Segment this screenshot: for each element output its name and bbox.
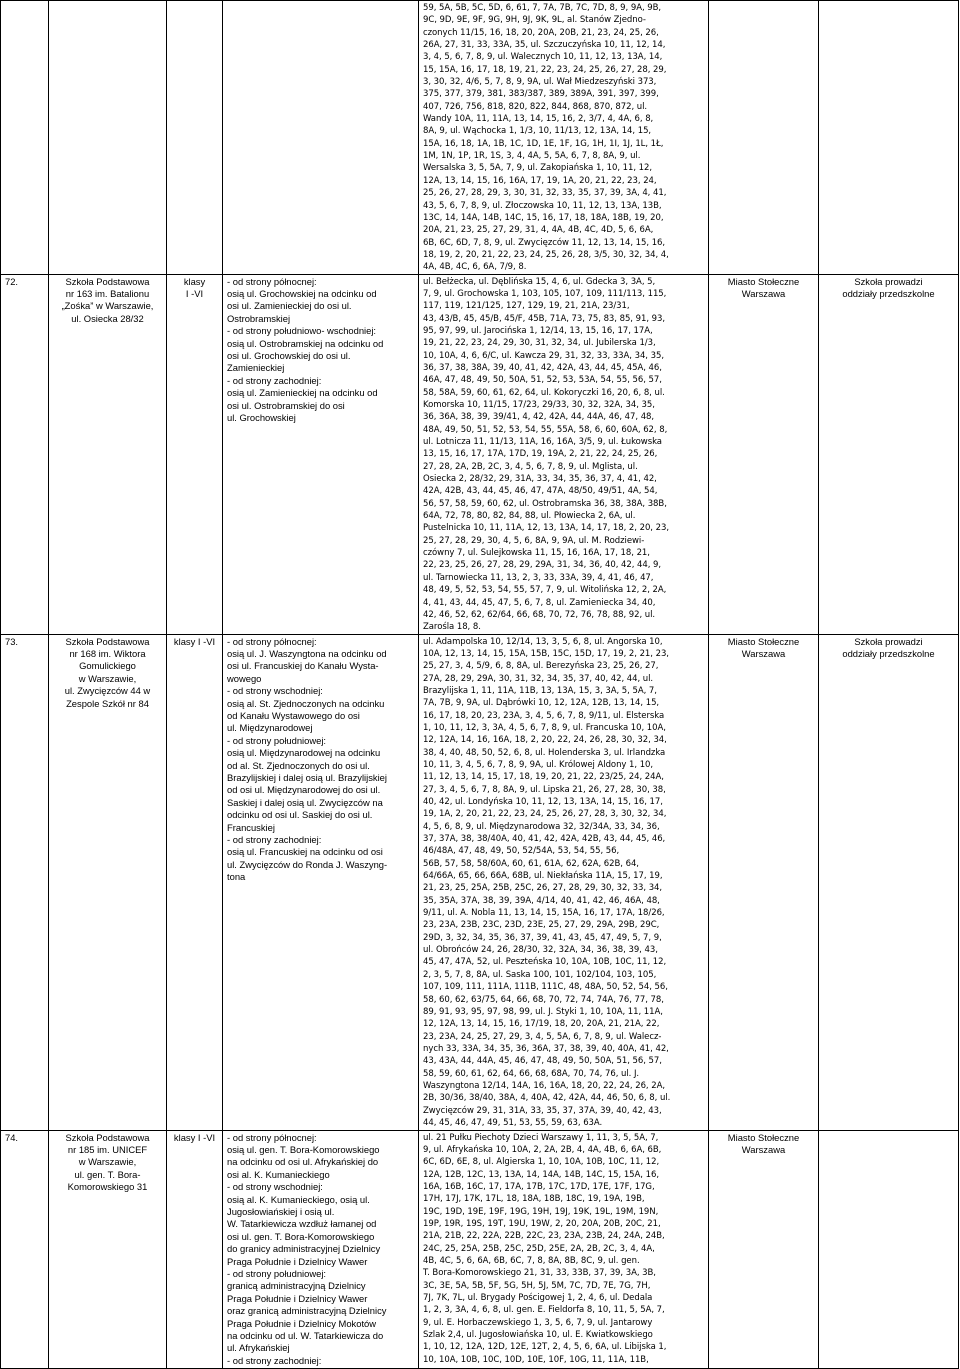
governing-body-cell xyxy=(709,274,819,634)
boundary-description-cell xyxy=(223,1,419,275)
text-line: 42, 46, 52, 62, 62/64, 66, 68, 70, 72, 76, 78, 88, 92, ul. xyxy=(423,609,656,620)
text-line: nr 163 im. Batalionu xyxy=(65,287,150,299)
text-line: 56, 57, 58, 59, 60, 62, ul. Ostrobramska 36, 38, 38A, 38B, xyxy=(423,498,667,509)
text-line: 25, 27, 3, 4, 5/9, 6, 8, 8A, ul. Berezyńska 23, 25, 26, 27, xyxy=(423,661,659,672)
text-line: 20A, 21, 23, 25, 27, 29, 31, 4, 4A, 4B, 4C, 4D, 5, 6, 6A, xyxy=(423,225,654,236)
text-line: 19P, 19R, 19S, 19T, 19U, 19W, 2, 20, 20A, 20B, 20C, 21, xyxy=(423,1218,661,1229)
text-line: nr 168 im. Wiktora xyxy=(69,647,146,659)
text-line: 107, 109, 111, 111A, 111B, 111C, 48, 48A, 50, 52, 54, 56, xyxy=(423,982,668,993)
text-line: 27, 3, 4, 5, 6, 7, 8, 8A, 9, ul. Lipska 21, 26, 27, 28, 30, 38, xyxy=(423,784,666,795)
text-line: 46A, 47, 48, 49, 50, 50A, 51, 52, 53, 53A, 54, 55, 56, 57, xyxy=(423,375,662,386)
text-line: 18, 19, 2, 20, 21, 22, 23, 24, 25, 26, 28, 3/5, 30, 32, 34, 4, xyxy=(423,249,669,260)
text-line: ul. Obrońców 24, 26, 28/30, 32, 32A, 34, 36, 38, 39, 43, xyxy=(423,945,658,956)
text-line: Pustelnicka 10, 11, 11A, 12, 13, 13A, 14, 17, 18, 2, 20, 23, xyxy=(423,523,669,534)
classes-cell xyxy=(167,634,223,1130)
text-line: osią ul. Francuskiej na odcinku od osi xyxy=(227,846,383,858)
text-line: ul. Tarnowiecka 11, 13, 2, 3, 33, 33A, 39, 4, 41, 46, 47, xyxy=(423,572,654,583)
text-line: ul. Lotnicza 11, 11/13, 11A, 16, 16A, 3/5, 9, ul. Łukowska xyxy=(423,437,662,448)
text-line: Komorowskiego 31 xyxy=(67,1181,148,1193)
text-line: Wandy 10A, 11, 11A, 13, 14, 15, 16, 2, 3/7, 4, 4A, 6, 8, xyxy=(423,114,654,125)
boundary-description-cell xyxy=(223,274,419,634)
table-row xyxy=(1,274,959,634)
text-line: 37, 37A, 38, 38/40A, 40, 41, 42, 42A, 42B, 43, 44, 45, 46, xyxy=(423,834,666,845)
text-line: na odcinku od ul. W. Tatarkiewicza do xyxy=(227,1330,384,1342)
text-line: 8A, 9, ul. Wąchocka 1, 1/3, 10, 11/13, 12, 13A, 14, 15, xyxy=(423,126,652,137)
school-type-cell xyxy=(819,634,959,1130)
text-line: 64A, 72, 78, 80, 82, 84, 88, ul. Płowiecka 2, 6A, ul. xyxy=(423,511,636,522)
text-line: na odcinku od osi ul. Afrykańskiej do xyxy=(227,1156,379,1168)
text-line: 6B, 6C, 6D, 7, 8, 9, ul. Zwycięzców 11, 12, 13, 14, 15, 16, xyxy=(423,237,666,248)
text-line: Waszyngtona 12/14, 14A, 16, 16A, 18, 20, 22, 24, 26, 2A, xyxy=(423,1080,666,1091)
text-line: 1, 2, 3, 3A, 4, 6, 8, ul. gen. E. Fieldorfa 8, 10, 11, 5, 5A, 7, xyxy=(423,1305,665,1316)
text-line: w Warszawie, xyxy=(78,1156,137,1168)
text-line: Brazylijskiej i dalej osią ul. Brazylijskiej xyxy=(227,772,387,783)
table-row xyxy=(1,1,959,275)
text-line: 44, 45, 46, 47, 49, 51, 53, 55, 59, 63, 63A. xyxy=(423,1117,603,1128)
text-line: Praga Południe i Dzielnicy Wawer xyxy=(227,1255,368,1267)
text-line: ul. Adampolska 10, 12/14, 13, 3, 5, 6, 8, ul. Angorska 10, xyxy=(423,636,663,647)
text-line: 36, 36A, 38, 39, 39/41, 4, 42, 42A, 44, 44A, 46, 47, 48, xyxy=(423,412,655,423)
text-line: T. Bora-Komorowskiego 21, 31, 33, 33B, 37, 39, 3A, 3B, xyxy=(423,1268,656,1279)
text-line: 15A, 16, 18, 1A, 1B, 1C, 1D, 1E, 1F, 1G, 1H, 1I, 1J, 1L, 1Ł, xyxy=(423,138,664,149)
text-line: 23, 23A, 23B, 23C, 23D, 23E, 25, 27, 29, 29A, 29B, 29C, xyxy=(423,920,660,931)
text-line: do granicy administracyjnej Dzielnicy xyxy=(227,1243,381,1255)
text-line: Warszawa xyxy=(741,287,786,299)
text-line: 7A, 7B, 9, 9A, ul. Dąbrówki 10, 12, 12A, 12B, 13, 14, 15, xyxy=(423,698,660,709)
text-line: 10A, 12, 13, 14, 15, 15A, 15B, 15C, 15D, 17, 19, 2, 21, 23, xyxy=(423,648,669,659)
text-line: Komorska 10, 11/15, 17/23, 29/33, 30, 32, 32A, 34, 35, xyxy=(423,400,655,410)
text-line: 10, 11, 3, 4, 5, 6, 7, 8, 9, 9A, ul. Królowej Aldony 1, 10, xyxy=(423,759,654,770)
text-line: Zamienieckiej xyxy=(227,362,285,374)
text-line: Francuskiej xyxy=(227,821,275,833)
text-line: ul. 21 Pułku Piechoty Dzieci Warszawy 1, 11, 3, 5, 5A, 7, xyxy=(423,1132,659,1143)
text-line: 64/66A, 65, 66, 66A, 68B, ul. Niekłańska 11A, 15, 17, 19, xyxy=(423,871,663,882)
text-line: 25, 27, 28, 29, 30, 4, 5, 6, 8A, 9, 9A, ul. M. Rodziewi- xyxy=(423,535,645,546)
text-line: 2, 3, 5, 7, 8, 8A, ul. Saska 100, 101, 102/104, 103, 105, xyxy=(423,969,657,980)
text-line: osi ul. Zamienieckiej do osi ul. xyxy=(227,300,352,312)
school-type-cell xyxy=(819,1,959,275)
text-line: W. Tatarkiewicza wzdłuż łamanej od xyxy=(227,1218,377,1230)
text-line: klasy I -VI xyxy=(173,1131,216,1143)
text-line: ul. Zwycięzców do Ronda J. Waszyng- xyxy=(227,858,388,870)
text-line: - od strony wschodniej: xyxy=(227,685,323,697)
text-line: ul. Osiecka 28/32 xyxy=(71,312,144,324)
text-line: osią ul. Grochowskiej na odcinku od xyxy=(227,287,377,299)
text-line: Zespole Szkół nr 84 xyxy=(66,697,149,709)
text-line: Miasto Stołeczne xyxy=(727,635,800,647)
text-line: 22, 23, 25, 26, 27, 28, 29, 29A, 31, 34, 36, 40, 42, 44, 9, xyxy=(423,560,662,571)
text-line: ul. Grochowskiej xyxy=(227,412,296,424)
text-line: klasy I -VI xyxy=(173,635,216,647)
text-line: 6C, 6D, 6E, 8, ul. Algierska 1, 10, 10A, 10B, 10C, 11, 12, xyxy=(423,1157,660,1168)
text-line: 43, 5, 6, 7, 8, 9, ul. Złoczowska 10, 11, 12, 13, 13A, 13B, xyxy=(423,200,662,211)
text-line: 45, 47, 47A, 52, ul. Peszteńska 10, 10A, 10B, 10C, 11, 12, xyxy=(423,957,667,968)
text-line: 48A, 49, 50, 51, 52, 53, 54, 55, 55A, 58, 6, 60, 60A, 62, 8, xyxy=(423,424,668,435)
text-line: ul. Międzynarodowej xyxy=(227,722,313,734)
text-line: Saskiej i dalej osią ul. Zwycięzców na xyxy=(227,796,383,808)
text-line: Brazylijska 1, 11, 11A, 11B, 13, 13A, 15, 3, 3A, 5, 5A, 7, xyxy=(423,685,657,696)
text-line: 4A, 4B, 4C, 6, 6A, 7/9, 8. xyxy=(423,262,527,273)
text-line: - od strony zachodniej: xyxy=(227,834,322,846)
text-line: 13C, 14, 14A, 14B, 14C, 15, 16, 17, 18, 18A, 18B, 19, 20, xyxy=(423,212,664,223)
text-line: Gomulickiego xyxy=(79,660,136,672)
school-type-cell xyxy=(819,1130,959,1368)
text-line: 38, 4, 40, 48, 50, 52, 6, 8, ul. Holenderska 3, ul. Irlandzka xyxy=(423,747,666,758)
text-line: 29D, 3, 32, 34, 35, 36, 37, 39, 41, 43, 45, 47, 49, 5, 7, 9, xyxy=(423,932,662,943)
text-line: 40, 42, ul. Londyńska 10, 11, 12, 13, 13A, 14, 15, 16, 17, xyxy=(423,797,663,807)
text-line: 10, 10A, 4, 6, 6/C, ul. Kawcza 29, 31, 32, 33, 33A, 34, 35, xyxy=(423,350,664,361)
text-line: - od strony północnej: xyxy=(227,275,317,287)
text-line: 9, ul. Afrykańska 10, 10A, 2, 2A, 2B, 4, 4A, 4B, 6, 6A, 6B, xyxy=(423,1144,662,1155)
text-line: ul. Afrykańskiej xyxy=(227,1342,290,1354)
school-name-cell xyxy=(49,1130,167,1368)
text-line: nr 185 im. UNICEF xyxy=(67,1143,148,1155)
text-line: 13, 15, 16, 17, 17A, 17D, 19, 19A, 2, 21, 22, 24, 25, 26, xyxy=(423,449,658,460)
text-line: od Kanału Wystawowego do osi xyxy=(227,709,360,721)
text-line: „Zośka” w Warszawie, xyxy=(61,300,154,312)
text-line: 48, 49, 5, 52, 53, 54, 55, 57, 7, 9, ul. Witolińska 12, 2, 2A, xyxy=(423,585,667,596)
row-number: 74. xyxy=(1,1130,49,1368)
text-line: Zarośla 18, 8. xyxy=(423,622,481,633)
text-line: odcinku od osi ul. Saskiej do osi ul. xyxy=(227,809,373,821)
text-line: 43, 43A, 44, 44A, 45, 46, 47, 48, 49, 50, 50A, 51, 56, 57, xyxy=(423,1056,662,1067)
text-line: 3C, 3E, 5A, 5B, 5F, 5G, 5H, 5J, 5M, 7C, 7D, 7E, 7G, 7H, xyxy=(423,1280,651,1291)
text-line: Szkoła prowadzi xyxy=(854,635,923,647)
table-row xyxy=(1,634,959,1130)
text-line: 27A, 28, 29, 29A, 30, 31, 32, 34, 35, 37, 40, 42, 44, ul. xyxy=(423,673,654,684)
text-line: osią ul. Ostrobramskiej na odcinku od xyxy=(227,337,384,349)
text-line: 17H, 17J, 17K, 17L, 18, 18A, 18B, 18C, 19, 19A, 19B, xyxy=(423,1194,645,1205)
text-line: 58, 60, 62, 63/75, 64, 66, 68, 70, 72, 74, 74A, 76, 77, 78, xyxy=(423,994,664,1005)
row-number: 73. xyxy=(1,634,49,1130)
text-line: 43, 43/B, 45, 45/B, 45/F, 45B, 71A, 73, 75, 83, 85, 91, 93, xyxy=(423,313,665,324)
text-line: Szkoła Podstawowa xyxy=(65,275,150,287)
text-line: 9/11, ul. A. Nobla 11, 13, 14, 15, 15A, 16, 17, 17A, 18/26, xyxy=(423,908,665,919)
street-list-cell xyxy=(419,634,709,1130)
text-line: 15, 15A, 16, 17, 18, 19, 21, 22, 23, 24, 25, 26, 27, 28, 29, xyxy=(423,64,667,75)
boundary-description-cell xyxy=(223,1130,419,1368)
text-line: osi al. K. Kumanieckiego xyxy=(227,1168,330,1180)
text-line: osią al. K. Kumanieckiego, osią ul. xyxy=(227,1193,370,1205)
text-line: 1M, 1N, 1P, 1R, 1S, 3, 4, 4A, 5, 5A, 6, 7, 8, 8A, 9, ul. xyxy=(423,151,641,162)
text-line: nych 33, 33A, 34, 35, 36, 36A, 37, 38, 39, 40, 40A, 41, 42, xyxy=(423,1043,669,1054)
classes-cell xyxy=(167,1,223,275)
classes-cell xyxy=(167,1130,223,1368)
text-line: 1, 10, 12, 12A, 12D, 12E, 12T, 2, 4, 5, 6, 6A, ul. Libijska 1, xyxy=(423,1342,667,1353)
text-line: 35, 35A, 37A, 38, 39, 39A, 4/14, 40, 41, 42, 46, 46A, 48, xyxy=(423,895,660,906)
text-line: oddziały przedszkolne xyxy=(842,287,935,299)
text-line: 12, 12A, 14, 16, 16A, 18, 2, 20, 22, 24, 26, 28, 30, 32, 34, xyxy=(423,735,667,746)
text-line: osią ul. Międzynarodowej na odcinku xyxy=(227,747,381,759)
school-name-cell xyxy=(49,274,167,634)
street-list-cell xyxy=(419,1130,709,1368)
text-line: 11, 12, 13, 14, 15, 17, 18, 19, 20, 21, 22, 23/25, 24, 24A, xyxy=(423,772,664,783)
text-line: 59, 5A, 5B, 5C, 5D, 6, 61, 7, 7A, 7B, 7C, 7D, 8, 9, 9A, 9B, xyxy=(423,3,662,13)
text-line: oddziały przedszkolne xyxy=(842,647,935,659)
row-number xyxy=(1,1,49,275)
text-line: - od strony zachodniej: xyxy=(227,374,322,386)
text-line: czonych 11/15, 16, 18, 20, 20A, 20B, 21, 23, 24, 25, 26, xyxy=(423,27,659,38)
text-line: 1, 10, 11, 12, 3, 3A, 4, 5, 6, 7, 8, 9, ul. Francuska 10, 10A, xyxy=(423,722,666,733)
text-line: 4B, 4C, 5, 6, 6A, 6B, 6C, 7, 8, 8A, 8B, 8C, 9, ul. gen. xyxy=(423,1255,640,1266)
text-line: Zwycięzców 29, 31, 31A, 33, 35, 37, 37A, 39, 40, 42, 43, xyxy=(423,1105,662,1116)
text-line: 56B, 57, 58, 58/60A, 60, 61, 61A, 62, 62A, 62B, 64, xyxy=(423,858,639,869)
text-line: 407, 726, 756, 818, 820, 822, 844, 868, 870, 872, ul. xyxy=(423,101,648,112)
text-line: - od strony zachodniej: xyxy=(227,1354,322,1366)
school-name-cell xyxy=(49,1,167,275)
text-line: 12A, 13, 14, 15, 16, 16A, 17, 19, 1A, 20, 21, 22, 23, 24, xyxy=(423,175,657,186)
governing-body-cell xyxy=(709,1,819,275)
text-line: Jugosłowiańskiej i osią ul. xyxy=(227,1205,335,1217)
text-line: osi ul. Ostrobramskiej do osi xyxy=(227,399,345,411)
text-line: 21A, 21B, 22, 22A, 22B, 22C, 23, 23A, 23B, 24, 24A, 24B, xyxy=(423,1231,665,1242)
text-line: wowego xyxy=(227,672,262,684)
text-line: 9C, 9D, 9E, 9F, 9G, 9H, 9J, 9K, 9L, al. Stanów Zjedno- xyxy=(423,15,646,26)
text-line: - od strony południowej: xyxy=(227,734,327,746)
text-line: 24C, 25, 25A, 25B, 25C, 25D, 25E, 2A, 2B, 2C, 3, 4, 4A, xyxy=(423,1243,655,1254)
text-line: Miasto Stołeczne xyxy=(727,1131,800,1143)
row-number: 72. xyxy=(1,274,49,634)
text-line: ul. Zwycięzców 44 w xyxy=(64,685,151,697)
text-line: ul. Bełżecka, ul. Dęblińska 15, 4, 6, ul. Gdecka 3, 3A, 5, xyxy=(423,276,656,287)
text-line: Warszawa xyxy=(741,1143,786,1155)
text-line: 16A, 16B, 16C, 17, 17A, 17B, 17C, 17D, 17E, 17F, 17G, xyxy=(423,1181,655,1192)
governing-body-cell xyxy=(709,1130,819,1368)
text-line: oraz granicą administracyjną Dzielnicy xyxy=(227,1305,387,1317)
text-line: - od strony południowo- wschodniej: xyxy=(227,325,377,337)
text-line: Szkoła Podstawowa xyxy=(65,635,150,647)
text-line: 19, 21, 22, 23, 24, 29, 30, 31, 32, 34, ul. Jubilerska 1/3, xyxy=(423,338,656,349)
text-line: czówny 7, ul. Sulejkowska 11, 15, 16, 16A, 17, 18, 21, xyxy=(423,548,650,559)
text-line: 3, 4, 5, 6, 7, 8, 9, ul. Walecznych 10, 11, 12, 13, 13A, 14, xyxy=(423,52,663,63)
text-line: 117, 119, 121/125, 127, 129, 19, 21, 21A, 23/31, xyxy=(423,301,630,312)
street-list-cell xyxy=(419,1,709,275)
text-line: 42A, 42B, 43, 44, 45, 46, 47, 47A, 48/50, 49/51, 4A, 54, xyxy=(423,486,658,497)
text-line: 25, 26, 27, 28, 29, 3, 30, 31, 32, 33, 35, 37, 39, 3A, 4, 41, xyxy=(423,188,667,199)
text-line: Miasto Stołeczne xyxy=(727,275,800,287)
text-line: 19, 1A, 2, 20, 21, 22, 23, 24, 25, 26, 27, 28, 3, 30, 32, 34, xyxy=(423,809,667,820)
text-line: osi ul. gen. T. Bora-Komorowskiego xyxy=(227,1230,375,1242)
text-line: 95, 97, 99, ul. Jarocińska 1, 12/14, 13, 15, 16, 17, 17A, xyxy=(423,325,653,336)
text-line: 26A, 27, 31, 33, 33A, 35, ul. Szczuczyńska 10, 11, 12, 14, xyxy=(423,40,666,51)
text-line: - od strony północnej: xyxy=(227,635,317,647)
text-line: Osiecka 2, 28/32, 29, 31A, 33, 34, 35, 36, 37, 4, 41, 42, xyxy=(423,474,657,485)
text-line: Wersalska 3, 5, 5A, 7, 9, ul. Zakopiańska 1, 10, 11, 12, xyxy=(423,163,653,174)
school-name-cell xyxy=(49,634,167,1130)
text-line: 7, 9, ul. Grochowska 1, 103, 105, 107, 109, 111/113, 115, xyxy=(423,288,667,299)
text-line: 7J, 7K, 7L, ul. Brygady Pościgowej 1, 2, 4, 6, ul. Dedala xyxy=(423,1293,653,1303)
text-line: 2B, 30/36, 38/40, 38A, 4, 40A, 42, 42A, 44, 46, 50, 6, 8, ul. xyxy=(423,1093,671,1104)
governing-body-cell xyxy=(709,634,819,1130)
text-line: Warszawa xyxy=(741,647,786,659)
street-list-cell xyxy=(419,274,709,634)
text-line: od al. St. Zjednoczonych do osi ul. xyxy=(227,759,370,771)
text-line: 9, ul. E. Horbaczewskiego 1, 3, 5, 6, 7, 9, ul. Jantarowy xyxy=(423,1317,653,1328)
text-line: 4, 41, 43, 44, 45, 47, 5, 6, 7, 8, ul. Zamieniecka 34, 40, xyxy=(423,597,656,608)
boundary-description-cell xyxy=(223,634,419,1130)
text-line: 12, 12A, 13, 14, 15, 16, 17/19, 18, 20, 20A, 21, 21A, 22, xyxy=(423,1019,660,1030)
text-line: tona xyxy=(227,871,246,883)
text-line: 10, 10A, 10B, 10C, 10D, 10E, 10F, 10G, 11, 11A, 11B, xyxy=(423,1354,649,1365)
text-line: Szkoła Podstawowa xyxy=(65,1131,150,1143)
text-line: ul. gen. T. Bora- xyxy=(74,1168,141,1180)
text-line: 36, 37, 38, 38A, 39, 40, 41, 42, 42A, 43, 44, 45, 45A, 46, xyxy=(423,362,662,373)
text-line: - od strony południowej: xyxy=(227,1268,327,1279)
text-line: 375, 377, 379, 381, 383/387, 389, 389A, 391, 397, 399, xyxy=(423,89,659,100)
text-line: 21, 23, 25, 25A, 25B, 25C, 26, 27, 28, 29, 30, 32, 33, 34, xyxy=(423,883,663,894)
text-line: granicą administracyjną Dzielnicy xyxy=(227,1280,366,1292)
text-line: Szkoła prowadzi xyxy=(854,275,923,287)
text-line: - od strony północnej: xyxy=(227,1131,317,1143)
text-line: 89, 91, 93, 95, 97, 98, 99, ul. J. Styki 1, 10, 10A, 11, 11A, xyxy=(423,1006,663,1017)
text-line: osią ul. Zamienieckiej na odcinku od xyxy=(227,387,378,399)
text-line: 58, 59, 60, 61, 62, 64, 66, 68, 68A, 70, 74, 76, ul. J. xyxy=(423,1068,640,1079)
text-line: 16, 17, 18, 20, 23, 23A, 3, 4, 5, 6, 7, 8, 9/11, ul. Elsterska xyxy=(423,710,665,721)
text-line: klasy xyxy=(183,275,206,287)
text-line: 3, 30, 32, 4/6, 5, 7, 8, 9, 9A, ul. Wał Miedzeszyński 373, xyxy=(423,77,657,88)
text-line: 58, 58A, 59, 60, 61, 62, 64, ul. Kokoryczki 16, 20, 6, 8, ul. xyxy=(423,387,665,398)
text-line: osią al. St. Zjednoczonych na odcinku xyxy=(227,697,385,709)
table-row xyxy=(1,1130,959,1368)
text-line: Praga Południe i Dzielnicy Wawer xyxy=(227,1292,368,1304)
text-line: 27, 28, 2A, 2B, 2C, 3, 4, 5, 6, 7, 8, 9, ul. Mglista, ul. xyxy=(423,461,638,472)
text-line: od osi ul. Międzynarodowej do osi ul. xyxy=(227,784,381,796)
text-line: 46/48A, 47, 48, 49, 50, 52/54A, 53, 54, 55, 56, xyxy=(423,846,620,857)
text-line: osi ul. Francuskiej do Kanału Wysta- xyxy=(227,660,379,672)
text-line: osią ul. gen. T. Bora-Komorowskiego xyxy=(227,1143,380,1155)
text-line: osi ul. Grochowskiej do osi ul. xyxy=(227,350,351,361)
classes-cell xyxy=(167,274,223,634)
text-line: osią ul. J. Waszyngtona na odcinku od xyxy=(227,647,387,659)
text-line: Szlak 2,4, ul. Jugosłowiańska 10, ul. E. Kwiatkowskiego xyxy=(423,1330,653,1341)
text-line: 12A, 12B, 12C, 13, 13A, 14, 14A, 14B, 14C, 15, 15A, 16, xyxy=(423,1169,659,1180)
text-line: 4, 5, 6, 8, 9, ul. Międzynarodowa 32, 32/34A, 33, 34, 36, xyxy=(423,821,660,832)
text-line: 23, 23A, 24, 25, 27, 29, 3, 4, 5, 5A, 6, 7, 8, 9, ul. Walecz- xyxy=(423,1031,662,1042)
text-line: I -VI xyxy=(185,287,204,299)
school-type-cell xyxy=(819,274,959,634)
text-line: w Warszawie, xyxy=(78,672,137,684)
text-line: Ostrobramskiej xyxy=(227,312,291,324)
text-line: Praga Południe i Dzielnicy Mokotów xyxy=(227,1317,377,1329)
text-line: 19C, 19D, 19E, 19F, 19G, 19H, 19J, 19K, 19L, 19M, 19N, xyxy=(423,1206,659,1217)
text-line: - od strony wschodniej: xyxy=(227,1181,323,1193)
